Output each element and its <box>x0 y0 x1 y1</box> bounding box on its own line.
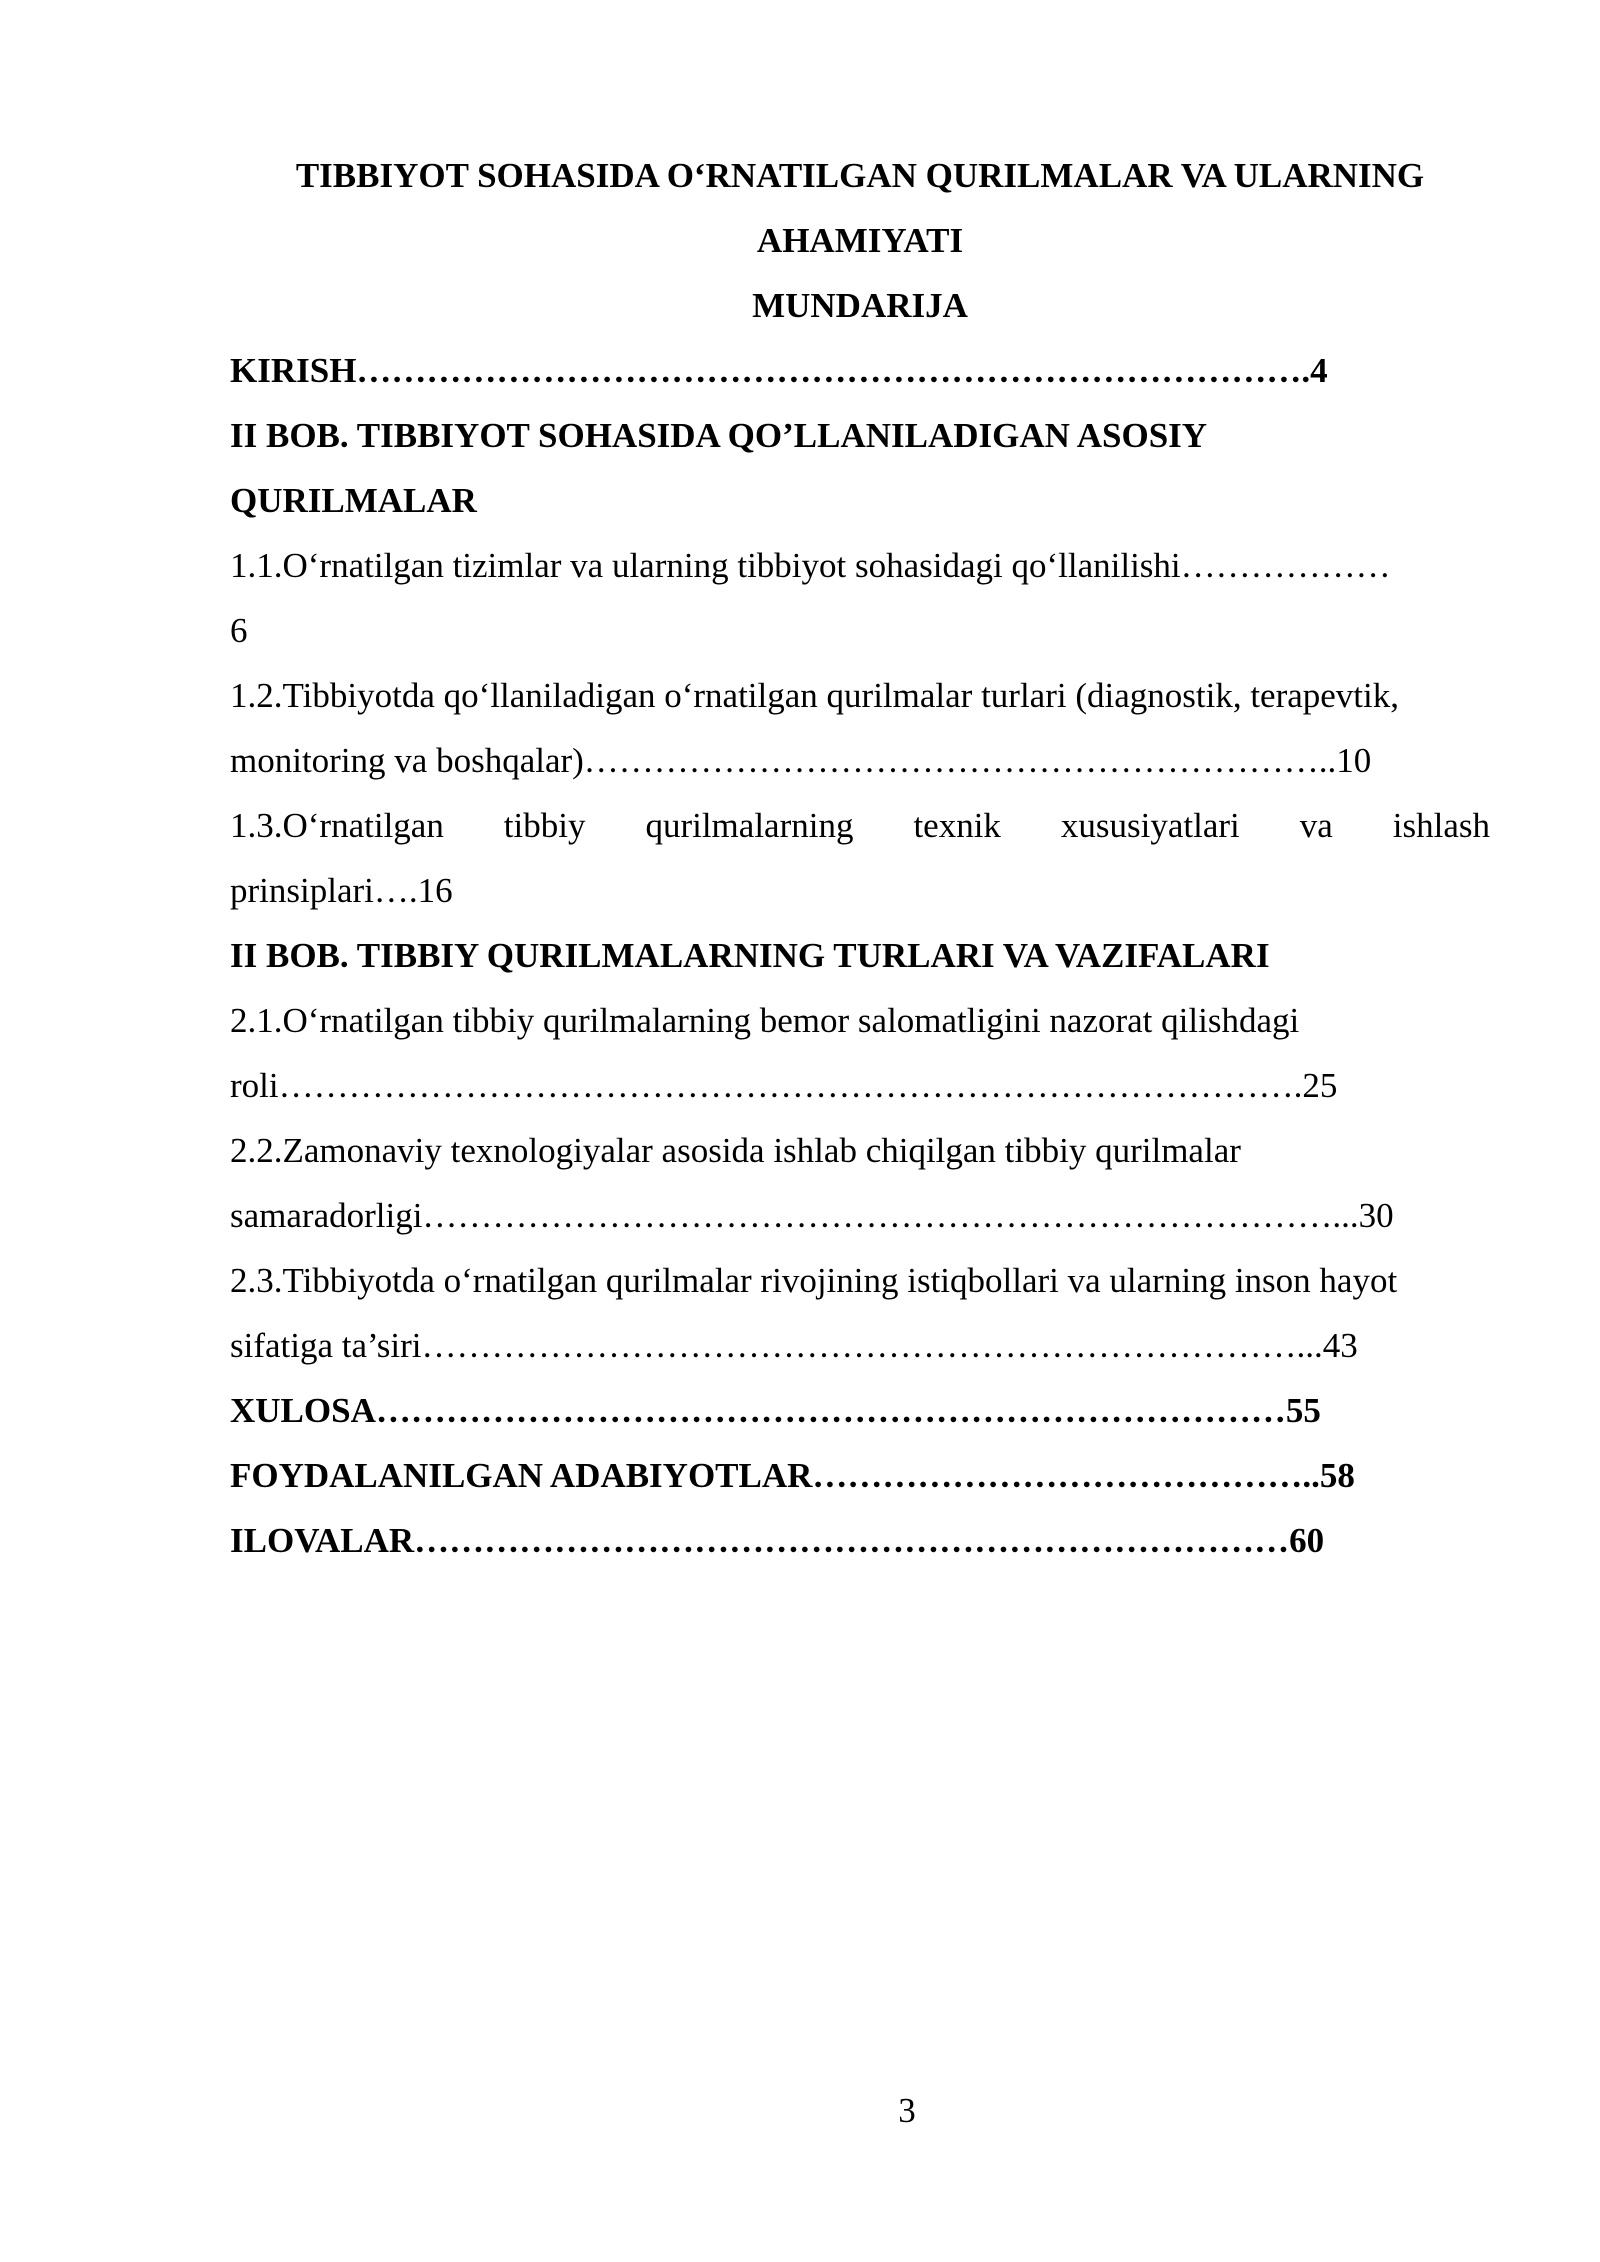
toc-section-1-3-word: qurilmalarning <box>645 806 854 845</box>
toc-chapter1-line1: II BOB. TIBBIYOT SOHASIDA QO’LLANILADIGAN ASOSIY <box>230 416 1208 455</box>
toc-section-2-3-line1: 2.3.Tibbiyotda o‘rnatilgan qurilmalar rivojining istiqbollari va ularning inson hayot <box>230 1261 1398 1300</box>
toc-section-1-3-word: texnik <box>913 806 1001 845</box>
toc-section-2-2-line2: samaradorligi……………………………………………………………………...30 <box>230 1196 1394 1235</box>
document-title-line2: AHAMIYATI <box>756 221 964 260</box>
toc-section-1-1-line2: 6 <box>230 611 248 650</box>
toc-section-1-2-line2: monitoring va boshqalar)………………………………………………………..10 <box>230 741 1372 780</box>
toc-section-1-3-word: ishlash <box>1392 806 1490 845</box>
toc-section-2-1-line2: roli…………………………………………………………………………….25 <box>230 1066 1338 1105</box>
toc-entry-ilovalar: ILOVALAR…………………………………………………………………60 <box>230 1521 1325 1560</box>
toc-section-2-2-line1: 2.2.Zamonaviy texnologiyalar asosida ishlab chiqilgan tibbiy qurilmalar <box>230 1131 1241 1170</box>
toc-entry-adabiyotlar: FOYDALANILGAN ADABIYOTLAR……………………………………..58 <box>230 1456 1355 1495</box>
toc-entry-xulosa: XULOSA……………………………………………………………………55 <box>230 1391 1321 1430</box>
toc-section-1-3-line1 <box>230 793 1490 858</box>
toc-section-1-3-word: tibbiy <box>503 806 586 845</box>
toc-section-1-2-line1: 1.2.Tibbiyotda qo‘llaniladigan o‘rnatilgan qurilmalar turlari (diagnostik, terapevtik, <box>230 676 1399 715</box>
toc-section-2-1-line1: 2.1.O‘rnatilgan tibbiy qurilmalarning bemor salomatligini nazorat qilishdagi <box>230 1001 1300 1040</box>
toc-section-2-3-line2: sifatiga ta’siri…………………………………………………………………...43 <box>230 1326 1358 1365</box>
toc-section-1-3-word: va <box>1299 806 1333 845</box>
document-title-line1: TIBBIYOT SOHASIDA O‘RNATILGAN QURILMALAR VA ULARNING <box>295 156 1425 195</box>
toc-section-1-3-word: 1.3.O‘rnatilgan <box>230 806 444 845</box>
toc-section-1-3-line2: prinsiplari….16 <box>230 871 453 910</box>
toc-entry-kirish: KIRISH……………………………………………………………………….4 <box>230 351 1328 390</box>
toc-section-1-1-line1: 1.1.O‘rnatilgan tizimlar va ularning tibbiyot sohasidagi qo‘llanilishi……………… <box>230 546 1391 585</box>
table-of-contents <box>230 338 1490 1573</box>
toc-heading: MUNDARIJA <box>752 286 968 325</box>
toc-chapter2: II BOB. TIBBIY QURILMALARNING TURLARI VA VAZIFALARI <box>230 936 1270 975</box>
page-number: 3 <box>898 2091 916 2130</box>
toc-chapter1-line2: QURILMALAR <box>230 481 477 520</box>
toc-section-1-3-word: xususiyatlari <box>1060 806 1240 845</box>
